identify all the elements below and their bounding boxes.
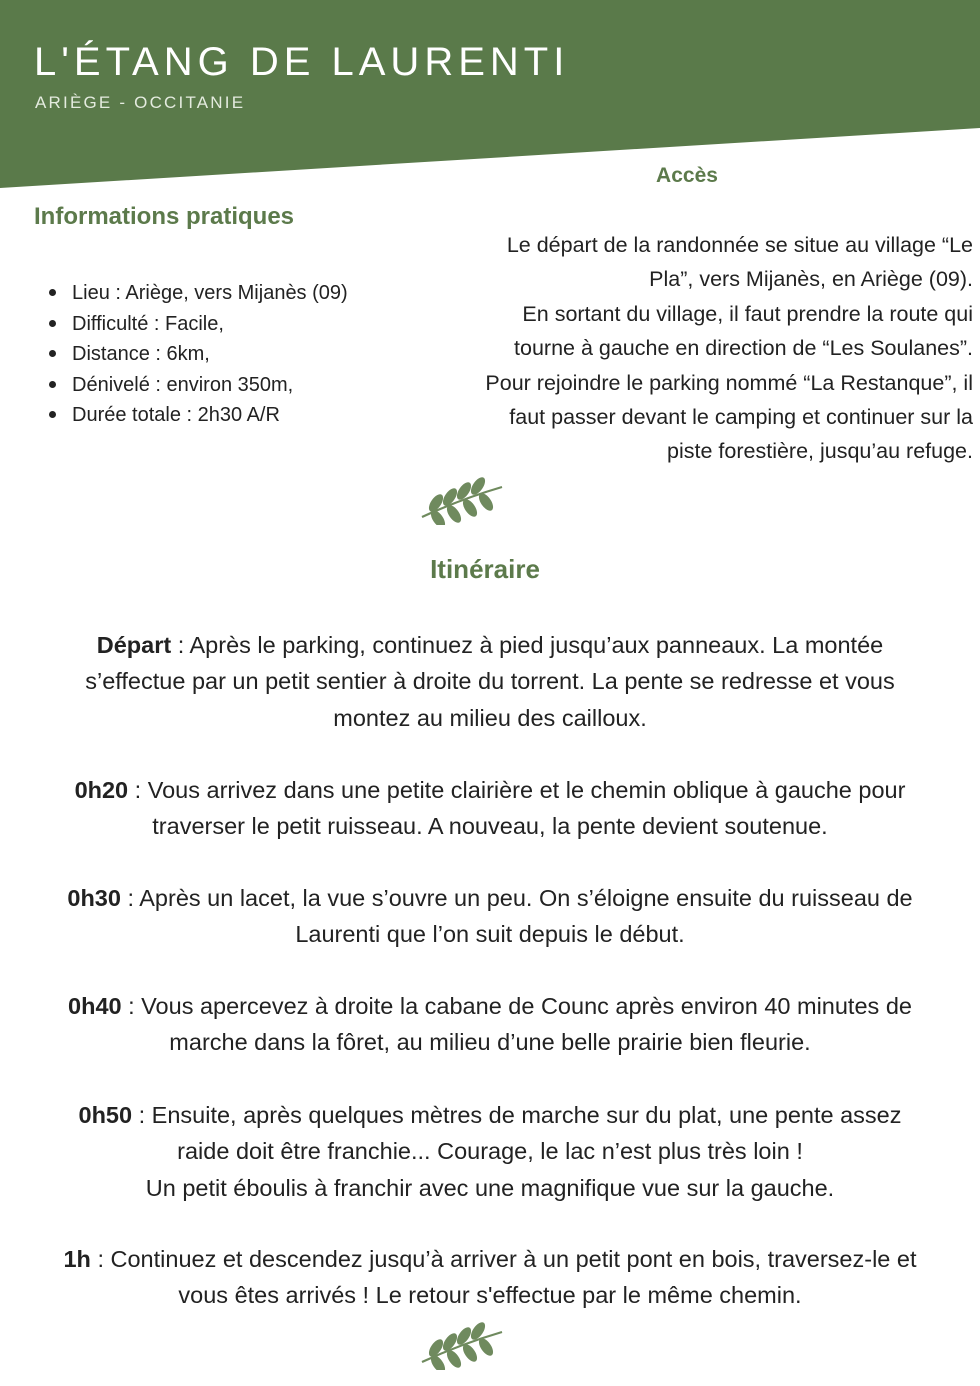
itinerary-step xyxy=(0,627,980,736)
itinerary-line: traverser le petit ruisseau. A nouveau, la pente devient soutenue. xyxy=(152,813,828,840)
access-section-title: Accès xyxy=(656,164,718,187)
itinerary-step xyxy=(0,1241,980,1314)
access-line: En sortant du village, il faut prendre la route qui xyxy=(522,301,973,326)
access-line: faut passer devant le camping et continuer sur la xyxy=(509,405,973,430)
info-list xyxy=(36,278,396,431)
info-item: Durée totale : 2h30 A/R xyxy=(36,400,396,431)
page-title: L'ÉTANG DE LAURENTI xyxy=(34,40,570,84)
itinerary-step xyxy=(0,772,980,845)
itinerary-line: marche dans la fôret, au milieu d’une belle prairie bien fleurie. xyxy=(169,1029,811,1056)
itinerary-step xyxy=(0,1097,980,1206)
itinerary-line: raide doit être franchie... Courage, le lac n’est plus très loin ! xyxy=(177,1138,803,1165)
itinerary-line xyxy=(0,1097,980,1133)
step-text: : Ensuite, après quelques mètres de marche sur du plat, une pente assez xyxy=(132,1102,902,1128)
itinerary-line: Laurenti que l’on suit depuis le début. xyxy=(295,921,685,948)
itinerary-step xyxy=(0,880,980,953)
leaf-branch-icon xyxy=(416,477,506,525)
access-line: Pla”, vers Mijanès, en Ariège (09). xyxy=(649,267,973,292)
info-item: Distance : 6km, xyxy=(36,339,396,370)
info-section-title: Informations pratiques xyxy=(34,203,295,230)
step-text: : Après le parking, continuez à pied jusqu’aux panneaux. La montée xyxy=(171,632,884,658)
step-label: 0h50 xyxy=(78,1102,133,1128)
page-subtitle: ARIÈGE - OCCITANIE xyxy=(35,93,246,112)
itinerary-step xyxy=(0,988,980,1061)
step-text: : Vous arrivez dans une petite clairière et le chemin oblique à gauche pour xyxy=(128,777,906,803)
info-item: Difficulté : Facile, xyxy=(36,309,396,340)
itinerary-line xyxy=(0,1241,980,1277)
step-text: : Continuez et descendez jusqu’à arriver à un petit pont en bois, traversez-le et xyxy=(90,1246,917,1272)
info-item: Lieu : Ariège, vers Mijanès (09) xyxy=(36,278,396,309)
itinerary-line xyxy=(0,772,980,808)
step-label: 0h40 xyxy=(68,993,122,1019)
itinerary-section-title: Itinéraire xyxy=(430,554,540,584)
access-line: piste forestière, jusqu’au refuge. xyxy=(667,439,973,464)
step-label: 1h xyxy=(63,1246,91,1272)
access-line: tourne à gauche en direction de “Les Soulanes”. xyxy=(514,336,973,361)
itinerary-line: vous êtes arrivés ! Le retour s'effectue par le même chemin. xyxy=(178,1282,802,1309)
step-text: : Vous apercevez à droite la cabane de Counc après environ 40 minutes de xyxy=(121,993,912,1019)
itinerary-line xyxy=(0,627,980,663)
itinerary-line xyxy=(0,880,980,916)
step-text: : Après un lacet, la vue s’ouvre un peu. On s’éloigne ensuite du ruisseau de xyxy=(120,885,913,911)
step-label: Départ xyxy=(96,632,172,658)
access-line: Pour rejoindre le parking nommé “La Restanque”, il xyxy=(485,370,973,395)
step-label: 0h20 xyxy=(74,777,129,803)
itinerary-line: s’effectue par un petit sentier à droite du torrent. La pente se redresse et vous xyxy=(85,668,895,695)
info-item: Dénivelé : environ 350m, xyxy=(36,370,396,401)
leaf-branch-icon xyxy=(416,1322,506,1370)
itinerary-line: Un petit éboulis à franchir avec une magnifique vue sur la gauche. xyxy=(145,1174,835,1201)
step-label: 0h30 xyxy=(67,885,121,911)
access-line: Le départ de la randonnée se situe au village “Le xyxy=(506,233,973,257)
access-paragraph xyxy=(405,228,973,469)
itinerary-line xyxy=(0,988,980,1024)
itinerary-line: montez au milieu des cailloux. xyxy=(333,704,647,731)
